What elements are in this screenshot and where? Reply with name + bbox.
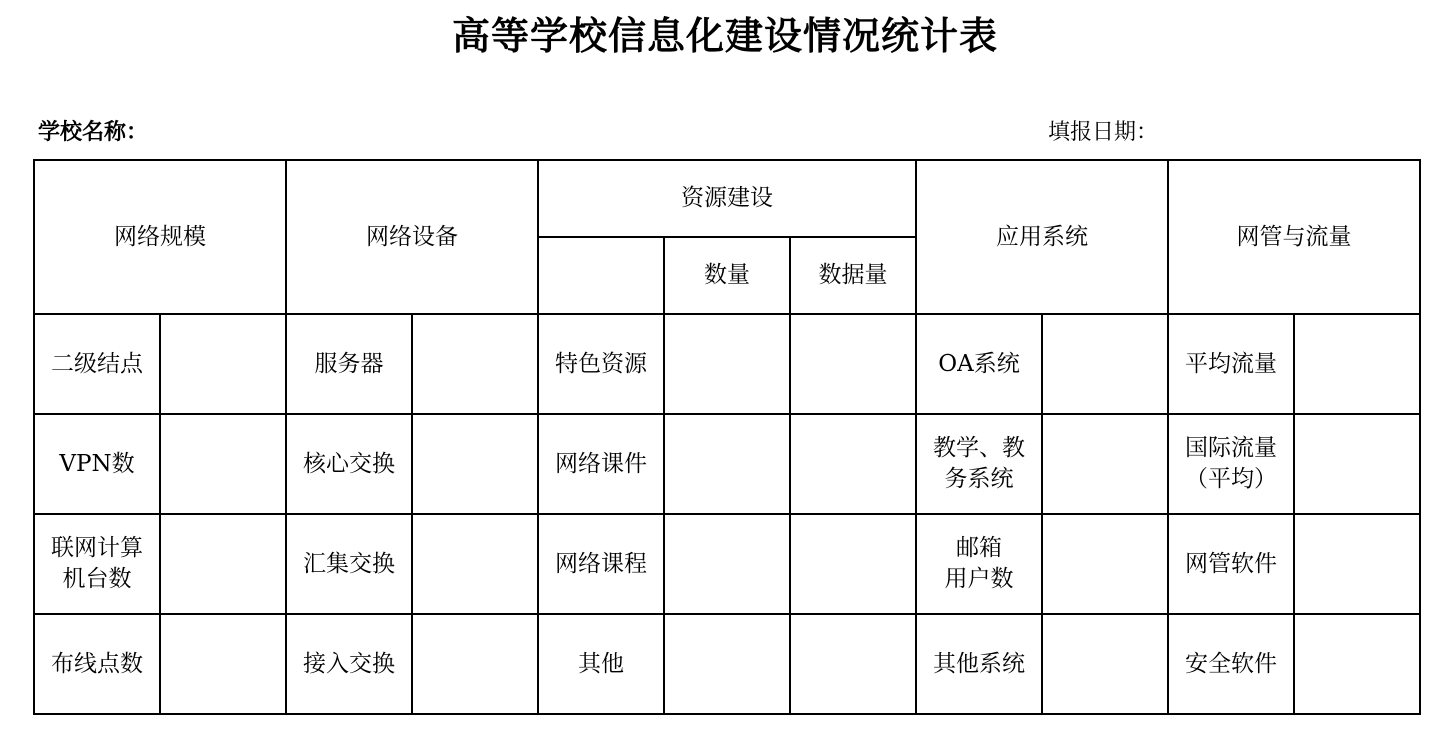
- header-row-1: [34, 160, 1420, 237]
- table-row: [34, 514, 1420, 614]
- header-network-equipment: 网络设备: [286, 160, 538, 314]
- header-quantity: 数量: [664, 237, 790, 314]
- value-cell[interactable]: [790, 614, 916, 714]
- application-label: 其他系统: [916, 614, 1042, 714]
- network-equipment-label: 汇集交换: [286, 514, 412, 614]
- network-equipment-label: 核心交换: [286, 414, 412, 514]
- network-equipment-label: 接入交换: [286, 614, 412, 714]
- value-cell[interactable]: [790, 514, 916, 614]
- value-cell[interactable]: [664, 414, 790, 514]
- value-cell[interactable]: [664, 614, 790, 714]
- resource-label: 网络课件: [538, 414, 664, 514]
- resource-label: 网络课程: [538, 514, 664, 614]
- statistics-table: [33, 159, 1421, 715]
- network-scale-label: 联网计算 机台数: [34, 514, 160, 614]
- header-application-systems: 应用系统: [916, 160, 1168, 314]
- value-cell[interactable]: [790, 314, 916, 414]
- table-row: [34, 614, 1420, 714]
- value-cell[interactable]: [1294, 514, 1420, 614]
- value-cell[interactable]: [160, 414, 286, 514]
- value-cell[interactable]: [1042, 314, 1168, 414]
- value-cell[interactable]: [1042, 414, 1168, 514]
- header-resource-building: 资源建设: [538, 160, 916, 237]
- value-cell[interactable]: [160, 514, 286, 614]
- table-row: [34, 314, 1420, 414]
- traffic-label: 国际流量 （平均）: [1168, 414, 1294, 514]
- application-label: OA系统: [916, 314, 1042, 414]
- header-resource-blank: [538, 237, 664, 314]
- application-label: 邮箱 用户数: [916, 514, 1042, 614]
- value-cell[interactable]: [160, 614, 286, 714]
- header-data-volume: 数据量: [790, 237, 916, 314]
- value-cell[interactable]: [664, 514, 790, 614]
- value-cell[interactable]: [160, 314, 286, 414]
- value-cell[interactable]: [790, 414, 916, 514]
- value-cell[interactable]: [412, 514, 538, 614]
- header-network-scale: 网络规模: [34, 160, 286, 314]
- traffic-label: 安全软件: [1168, 614, 1294, 714]
- value-cell[interactable]: [412, 614, 538, 714]
- network-scale-label: 二级结点: [34, 314, 160, 414]
- value-cell[interactable]: [1042, 514, 1168, 614]
- traffic-label: 平均流量: [1168, 314, 1294, 414]
- school-name-label: 学校名称：: [38, 120, 149, 145]
- value-cell[interactable]: [1294, 314, 1420, 414]
- page-title: 高等学校信息化建设情况统计表: [451, 14, 998, 58]
- value-cell[interactable]: [664, 314, 790, 414]
- resource-label: 特色资源: [538, 314, 664, 414]
- table-row: [34, 414, 1420, 514]
- value-cell[interactable]: [412, 314, 538, 414]
- application-label: 教学、教 务系统: [916, 414, 1042, 514]
- value-cell[interactable]: [1294, 414, 1420, 514]
- value-cell[interactable]: [1042, 614, 1168, 714]
- report-date-label: 填报日期：: [1048, 120, 1159, 145]
- value-cell[interactable]: [412, 414, 538, 514]
- network-scale-label: 布线点数: [34, 614, 160, 714]
- resource-label: 其他: [538, 614, 664, 714]
- header-network-mgmt-traffic: 网管与流量: [1168, 160, 1420, 314]
- network-equipment-label: 服务器: [286, 314, 412, 414]
- network-scale-label: VPN数: [34, 414, 160, 514]
- traffic-label: 网管软件: [1168, 514, 1294, 614]
- value-cell[interactable]: [1294, 614, 1420, 714]
